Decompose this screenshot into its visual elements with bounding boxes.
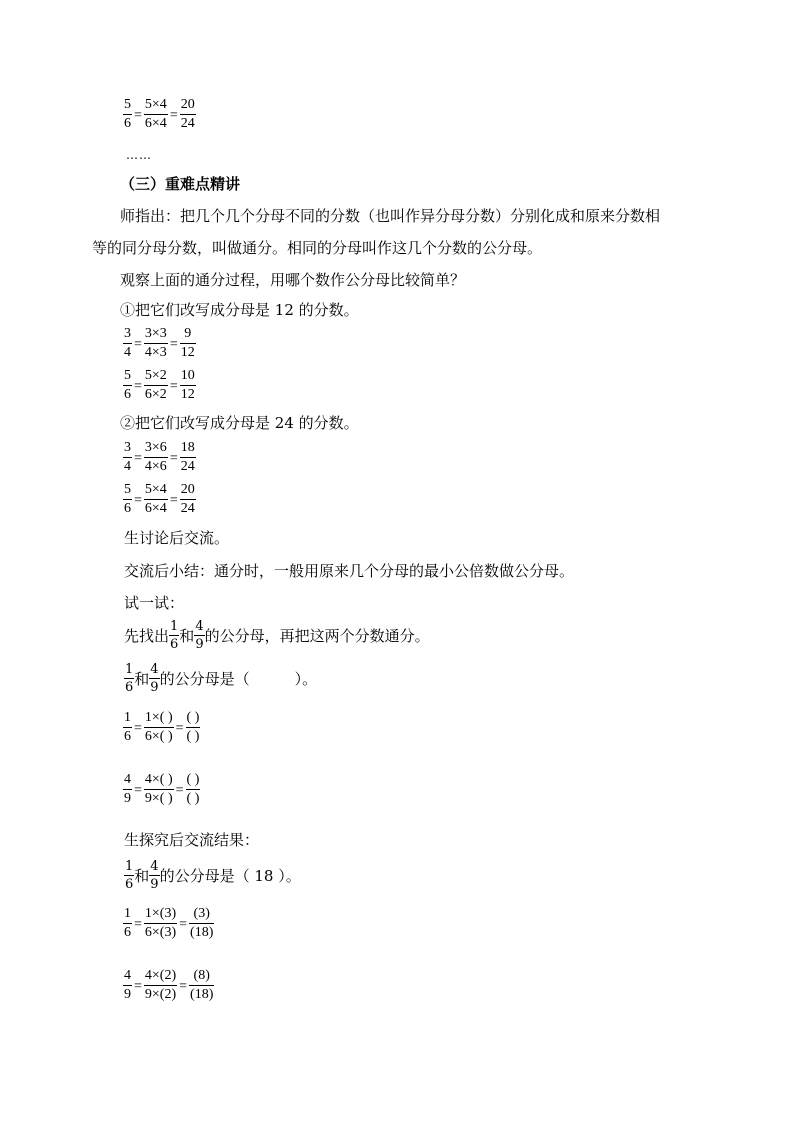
explore-line: 生探究后交流结果： [124,831,260,849]
task-line: 先找出 $\frac{1}{6}$ 和 $\frac{4}{9}$ 的公分母，再把这两个分数通分。 [124,619,430,652]
fraction: $\frac{4}{9}$ [124,772,131,806]
item-1: ①把它们改写成分母是 12 的分数。 [120,301,359,319]
answer-line: $\frac{1}{6}$ 和 $\frac{4}{9}$ 的公分母是（ 18 ）。 [125,859,301,892]
fraction: $\frac{20}{24}$ [180,482,195,516]
item-2: ②把它们改写成分母是 24 的分数。 [120,414,359,432]
try-it-label: 试一试： [124,594,185,612]
fraction: $\frac{(3)}{(18)}$ [190,906,214,940]
section-title: （三）重难点精讲 [120,175,241,193]
question-line: $\frac{1}{6}$ 和 $\frac{4}{9}$ 的公分母是（ ）。 [125,662,318,695]
fraction: $\frac{1}{6}$ [170,619,179,652]
fraction: $\frac{( )}{( )}$ [186,772,200,806]
paragraph-line: 等的同分母分数，叫做通分。相同的分母叫作这几个分数的公分母。 [92,239,543,257]
equation-top: $\frac{5}{6}$ = $\frac{5\times 4}{6\times 4}$ = $\frac{20}{24}$ [124,97,195,131]
fraction: $\frac{4\times( )}{9\times( )}$ [144,772,173,806]
fraction: $\frac{4}{9}$ [150,662,159,695]
blank-equation: $\frac{4}{9}$ = $\frac{4\times( )}{9\times( )}$ = $\frac{( )}{( )}$ [124,772,200,806]
ellipsis: …… [126,148,152,162]
paragraph-line: 师指出：把几个几个分母不同的分数（也叫作异分母分数）分别化成和原来分数相 [120,207,661,225]
paragraph: 观察上面的通分过程，用哪个数作公分母比较简单？ [120,271,466,289]
fraction: $\frac{9}{12}$ [180,326,195,360]
fraction: $\frac{4}{9}$ [195,619,204,652]
fraction: $\frac{1}{6}$ [125,662,134,695]
fraction: $\frac{5\times 4}{6\times 4}$ [144,97,167,131]
fraction: $\frac{1}{6}$ [124,710,131,744]
fraction: $\frac{5\times 2}{6\times 2}$ [144,368,167,402]
fraction: $\frac{5}{6}$ [124,482,131,516]
fraction: $\frac{( )}{( )}$ [186,710,200,744]
fraction: $\frac{1}{6}$ [125,859,134,892]
fraction: $\frac{3}{4}$ [124,440,131,474]
fraction: $\frac{18}{24}$ [180,440,195,474]
fraction: $\frac{1}{6}$ [124,906,131,940]
fraction: $\frac{4\times(2)}{9\times(2)}$ [144,968,177,1002]
summary-line: 交流后小结：通分时，一般用原来几个分母的最小公倍数做公分母。 [124,562,575,580]
fraction: $\frac{4}{9}$ [124,968,131,1002]
fraction: $\frac{(8)}{(18)}$ [190,968,214,1002]
fraction: $\frac{1\times(3)}{6\times(3)}$ [144,906,177,940]
equation: $\frac{5}{6}$ = $\frac{5\times 2}{6\times 2}$ = $\frac{10}{12}$ [124,368,195,402]
fraction: $\frac{3}{4}$ [124,326,131,360]
answer-equation: $\frac{4}{9}$ = $\frac{4\times(2)}{9\times(2)}$ = $\frac{(8)}{(18)}$ [124,968,214,1002]
answer-equation: $\frac{1}{6}$ = $\frac{1\times(3)}{6\times(3)}$ = $\frac{(3)}{(18)}$ [124,906,214,940]
fraction: $\frac{10}{12}$ [180,368,195,402]
fraction: $\frac{3\times 3}{4\times 3}$ [144,326,167,360]
discuss-line: 生讨论后交流。 [124,529,230,547]
equation: $\frac{3}{4}$ = $\frac{3\times 3}{4\times 3}$ = $\frac{9}{12}$ [124,326,195,360]
blank-equation: $\frac{1}{6}$ = $\frac{1\times( )}{6\times( )}$ = $\frac{( )}{( )}$ [124,710,200,744]
fraction: $\frac{5}{6}$ [124,97,131,131]
equation: $\frac{3}{4}$ = $\frac{3\times 6}{4\times 6}$ = $\frac{18}{24}$ [124,440,195,474]
fraction: $\frac{5}{6}$ [124,368,131,402]
fraction: $\frac{5\times 4}{6\times 4}$ [144,482,167,516]
fraction: $\frac{4}{9}$ [150,859,159,892]
equation: $\frac{5}{6}$ = $\frac{5\times 4}{6\times 4}$ = $\frac{20}{24}$ [124,482,195,516]
fraction: $\frac{20}{24}$ [180,97,195,131]
fraction: $\frac{1\times( )}{6\times( )}$ [144,710,173,744]
fraction: $\frac{3\times 6}{4\times 6}$ [144,440,167,474]
